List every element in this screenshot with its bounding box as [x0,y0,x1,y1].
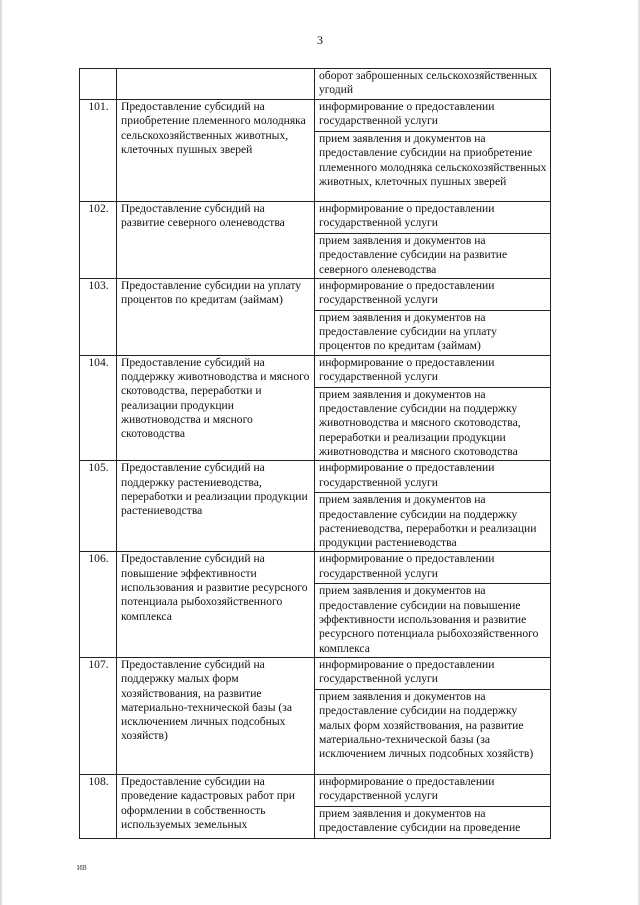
action-informing: информирование о предоставлении государственной услуги [315,278,551,310]
footer-mark: ИВ [77,864,87,872]
row-number: 102. [80,202,117,279]
row-number: 103. [80,278,117,355]
continuation-action-cell: оборот заброшенных сельскохозяйственных угодий [315,69,551,100]
row-number: 104. [80,355,117,460]
row-number: 107. [80,657,117,774]
service-name: Предоставление субсидий на поддержку малых форм хозяйствования, на развитие материально-технической базы (за исключением личных подсобных хозяйств) [117,657,315,774]
row-number: 101. [80,100,117,202]
table-row [80,278,551,310]
row-number: 108. [80,774,117,838]
continuation-row [80,69,551,100]
service-name: Предоставление субсидий на приобретение племенного молодняка сельскохозяйственных животных, клеточных пушных зверей [117,100,315,202]
action-informing: информирование о предоставлении государственной услуги [315,202,551,234]
action-application: прием заявления и документов на предоставление субсидии на приобретение племенного молодняка сельскохозяйственных животных, клеточных пушных зверей [315,132,551,202]
service-name: Предоставление субсидий на повышение эффективности использования и развитие ресурсного потенциала рыбохозяйственного комплекса [117,552,315,657]
action-application: прием заявления и документов на предоставление субсидии на уплату процентов по кредитам (займам) [315,310,551,355]
service-name: Предоставление субсидий на развитие северного оленеводства [117,202,315,279]
action-informing: информирование о предоставлении государственной услуги [315,774,551,806]
row-number: 106. [80,552,117,657]
action-application: прием заявления и документов на предоставление субсидии на поддержку малых форм хозяйствования, на развитие материально-технической базы (за исключением личных подсобных хозяйств) [315,689,551,774]
action-informing: информирование о предоставлении государственной услуги [315,657,551,689]
row-number: 105. [80,461,117,552]
service-name: Предоставление субсидий на поддержку животноводства и мясного скотоводства, переработки и реализации продукции животноводства и мясного скотоводства [117,355,315,460]
action-application: прием заявления и документов на предоставление субсидии на развитие северного оленеводства [315,234,551,279]
service-name: Предоставление субсидий на поддержку растениеводства, переработки и реализации продукции растениеводства [117,461,315,552]
table-row [80,774,551,806]
action-informing: информирование о предоставлении государственной услуги [315,100,551,132]
action-informing: информирование о предоставлении государственной услуги [315,461,551,493]
scan-edge-left [0,0,3,905]
table-row [80,355,551,387]
action-informing: информирование о предоставлении государственной услуги [315,355,551,387]
services-table-body [80,69,551,839]
table-row [80,657,551,689]
service-name: Предоставление субсидии на уплату процентов по кредитам (займам) [117,278,315,355]
services-table [79,68,551,839]
table-row [80,552,551,584]
page-number: 3 [317,33,323,47]
action-application: прием заявления и документов на предоставление субсидии на поддержку растениеводства, переработки и реализации продукции растениеводства [315,493,551,552]
service-name: Предоставление субсидии на проведение кадастровых работ при оформлении в собственность используемых земельных [117,774,315,838]
action-application: прием заявления и документов на предоставление субсидии на повышение эффективности использования и развитие ресурсного потенциала рыбохозяйственного комплекса [315,584,551,657]
table-row [80,461,551,493]
continuation-num-cell [80,69,117,100]
table-row [80,100,551,132]
continuation-service-cell [117,69,315,100]
action-application: прием заявления и документов на предоставление субсидии на поддержку животноводства и мясного скотоводства, переработки и реализации продукции животноводства и мясного скотоводства [315,387,551,460]
table-row [80,202,551,234]
action-application: прием заявления и документов на предоставление субсидии на проведение [315,806,551,838]
action-informing: информирование о предоставлении государственной услуги [315,552,551,584]
